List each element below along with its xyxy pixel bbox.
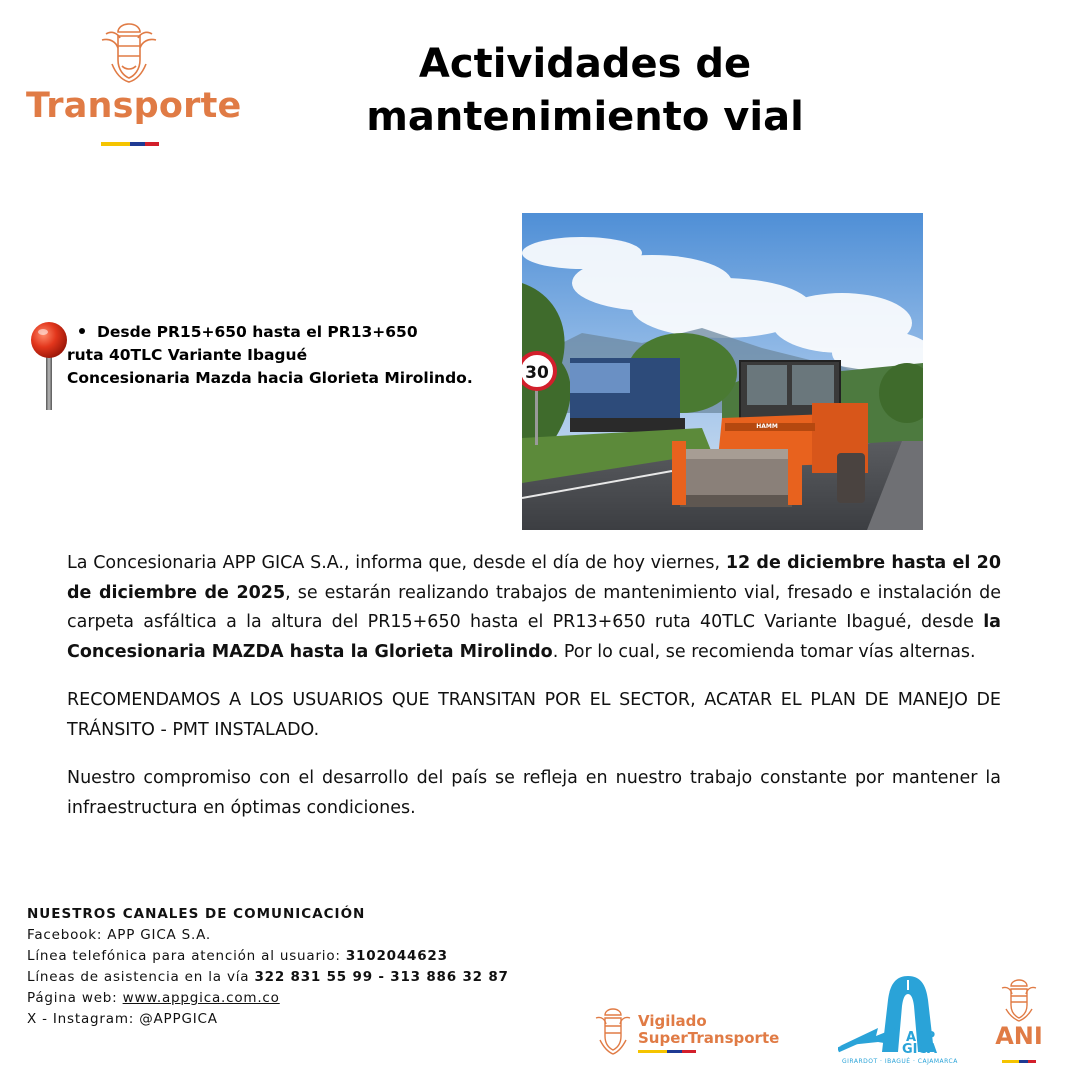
contact-web xyxy=(27,988,587,1009)
vigilado-label: Vigilado xyxy=(638,1012,707,1030)
gica-label-gica: GICA xyxy=(902,1042,938,1057)
highlight-bullet xyxy=(67,321,517,344)
body-p1-dates: 12 de diciembre hasta el 20 de diciembre de 2025 xyxy=(67,553,1001,603)
gica-subtitle: GIRARDOT · IBAGUÉ · CAJAMARCA xyxy=(842,1058,958,1065)
contact-channels xyxy=(27,904,587,1030)
ani-logo xyxy=(994,978,1044,1068)
body-paragraph-2: RECOMENDAMOS A LOS USUARIOS QUE TRANSITAN POR EL SECTOR, ACATAR EL PLAN DE MANEJO DE TRÁNSITO - PMT INSTALADO. xyxy=(67,690,1001,740)
contact-phone-value: 3102044623 xyxy=(345,948,448,964)
contact-road-value: 322 831 55 99 - 313 886 32 87 xyxy=(254,969,509,985)
road-roller-photo xyxy=(522,213,923,530)
speed-sign-value: 30 xyxy=(525,363,549,383)
map-pin-icon xyxy=(30,320,70,412)
body-paragraph-3: Nuestro compromiso con el desarrollo del país se refleja en nuestro trabajo constante por mantener la infraestructura en óptimas condiciones. xyxy=(67,768,1001,818)
contact-phone-label: Línea telefónica para atención al usuario: xyxy=(27,948,346,964)
body-p1-text: La Concesionaria APP GICA S.A., informa que, desde el día de hoy viernes, xyxy=(67,553,726,573)
highlight-block xyxy=(67,321,517,390)
colombia-crest-icon xyxy=(98,20,160,84)
supertransporte-label: SuperTransporte xyxy=(638,1029,780,1047)
contact-road-assist xyxy=(27,967,587,988)
title-line-1: Actividades de xyxy=(418,41,752,87)
flag-stripe xyxy=(1002,1060,1036,1063)
supertransporte-logo xyxy=(592,1006,797,1060)
contact-web-link[interactable]: www.appgica.com.co xyxy=(122,990,280,1006)
body-p1-location: la Concesionaria MAZDA hasta la Glorieta Mirolindo xyxy=(67,612,1001,662)
app-gica-logo xyxy=(838,970,956,1070)
contact-phone xyxy=(27,946,587,967)
ani-label: ANI xyxy=(995,1022,1043,1050)
title-line-2: mantenimiento vial xyxy=(366,94,804,140)
flag-stripe xyxy=(638,1050,696,1053)
colombia-crest-icon xyxy=(592,1006,634,1056)
flag-stripe xyxy=(101,142,159,146)
brand-name: Transporte xyxy=(26,86,242,126)
photo-illustration xyxy=(522,213,923,530)
highlight-line-2: ruta 40TLC Variante Ibagué xyxy=(67,346,308,364)
bullet-dot xyxy=(79,328,85,334)
page-title xyxy=(300,38,870,144)
body-p1-text-2: , se estarán realizando trabajos de mantenimiento vial, fresado e instalación de carpeta asfáltica a la altura del PR15+650 hasta el PR13+650 ruta 40TLC Variante Ibagué, desde xyxy=(67,582,1001,632)
colombia-crest-icon xyxy=(998,978,1040,1022)
contact-social: X - Instagram: @APPGICA xyxy=(27,1011,218,1027)
contact-road-label: Líneas de asistencia en la vía xyxy=(27,969,255,985)
contact-web-label: Página web: xyxy=(27,990,123,1006)
body-p1-text-3: . Por lo cual, se recomienda tomar vías alternas. xyxy=(552,641,976,662)
highlight-line-1: Desde PR15+650 hasta el PR13+650 xyxy=(97,323,418,341)
machine-brand: HAMM xyxy=(756,423,778,430)
contact-heading: NUESTROS CANALES DE COMUNICACIÓN xyxy=(27,906,366,922)
gica-road-icon xyxy=(838,970,956,1060)
contact-facebook: Facebook: APP GICA S.A. xyxy=(27,927,212,943)
announcement-body xyxy=(67,549,1001,842)
highlight-line-3: Concesionaria Mazda hacia Glorieta Mirolindo. xyxy=(67,369,473,387)
gica-label-app: APP xyxy=(906,1030,936,1045)
body-paragraph-1 xyxy=(67,549,1001,667)
transporte-logo xyxy=(26,20,242,155)
